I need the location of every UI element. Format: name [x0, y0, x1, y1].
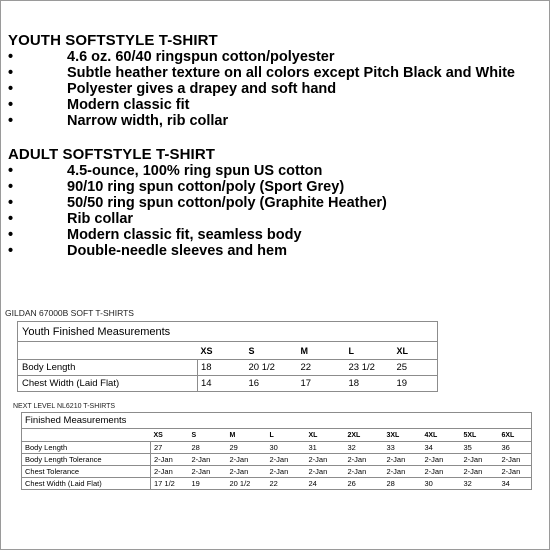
size-header: 6XL: [501, 431, 515, 439]
adult-bullet-text: Modern classic fit, seamless body: [67, 227, 302, 243]
youth-title: YOUTH SOFTSTYLE T-SHIRT: [8, 32, 218, 49]
table-cell: 23 1/2: [346, 360, 394, 376]
row-filler: [525, 454, 532, 466]
bullet-icon: •: [8, 65, 14, 81]
size-header: L: [269, 431, 274, 439]
table-cell: 2-Jan: [499, 454, 525, 466]
row-label: Body Length: [18, 360, 198, 376]
row-filler: [525, 442, 532, 454]
size-header: 4XL: [424, 431, 438, 439]
table-cell: 2-Jan: [151, 454, 189, 466]
adult-size-header-row: [22, 429, 532, 442]
adult-table-row: [22, 442, 532, 454]
table-cell: 2-Jan: [345, 466, 384, 478]
row-filler: [426, 376, 438, 392]
table-cell: 2-Jan: [227, 454, 267, 466]
youth-bullet-item: [8, 49, 548, 65]
size-header: S: [191, 431, 197, 439]
table-cell: 2-Jan: [384, 466, 422, 478]
table-cell: 30: [267, 442, 306, 454]
table-cell: 31: [306, 442, 345, 454]
adult-bullet-item: [8, 179, 548, 195]
table-cell: 18: [346, 376, 394, 392]
youth-measurements-table: [17, 321, 438, 392]
size-header: 5XL: [463, 431, 477, 439]
table-cell: 30: [422, 478, 461, 490]
adult-bullet-list: [8, 163, 548, 259]
table-cell: 32: [345, 442, 384, 454]
youth-table-row: [18, 376, 438, 392]
adult-bullet-item: [8, 195, 548, 211]
header-spacer: [22, 429, 151, 442]
table-cell: 2-Jan: [461, 466, 499, 478]
table-cell: 2-Jan: [461, 454, 499, 466]
table-cell: 27: [151, 442, 189, 454]
adult-table-title: Finished Measurements: [22, 413, 532, 429]
table-cell: 29: [227, 442, 267, 454]
adult-section: [8, 147, 548, 259]
table-cell: 35: [461, 442, 499, 454]
adult-bullet-item: [8, 163, 548, 179]
table-cell: 32: [461, 478, 499, 490]
bullet-icon: •: [8, 227, 14, 243]
table-cell: 19: [394, 376, 426, 392]
adult-bullet-text: 4.5-ounce, 100% ring spun US cotton: [67, 163, 323, 179]
row-filler: [525, 478, 532, 490]
adult-table-row: [22, 466, 532, 478]
adult-title: ADULT SOFTSTYLE T-SHIRT: [8, 146, 216, 163]
youth-table-title: Youth Finished Measurements: [18, 322, 438, 342]
size-header: M: [229, 431, 236, 439]
adult-bullet-text: 90/10 ring spun cotton/poly (Sport Grey): [67, 179, 345, 195]
table-cell: 2-Jan: [422, 466, 461, 478]
table-cell: 2-Jan: [267, 466, 306, 478]
youth-bullet-text: Narrow width, rib collar: [67, 113, 229, 129]
youth-bullet-text: Polyester gives a drapey and soft hand: [67, 81, 337, 97]
row-label: Chest Tolerance: [22, 466, 151, 478]
table-cell: 2-Jan: [345, 454, 384, 466]
table-cell: 28: [189, 442, 227, 454]
bullet-icon: •: [8, 49, 14, 65]
table-cell: 2-Jan: [422, 454, 461, 466]
bullet-icon: •: [8, 243, 14, 259]
bullet-icon: •: [8, 195, 14, 211]
row-label: Chest Width (Laid Flat): [22, 478, 151, 490]
table-cell: 2-Jan: [151, 466, 189, 478]
adult-bullet-text: 50/50 ring spun cotton/poly (Graphite Heather): [67, 195, 387, 211]
youth-bullet-text: Subtle heather texture on all colors except Pitch Black and White: [67, 65, 515, 81]
table-cell: 28: [384, 478, 422, 490]
row-filler: [426, 360, 438, 376]
youth-title-row: [18, 322, 438, 342]
row-label: Body Length: [22, 442, 151, 454]
adult-table-row: [22, 478, 532, 490]
youth-bullet-item: [8, 97, 548, 113]
size-header: 2XL: [347, 431, 361, 439]
table-cell: 2-Jan: [306, 466, 345, 478]
bullet-icon: •: [8, 163, 14, 179]
youth-table-caption: GILDAN 67000B SOFT T-SHIRTS: [5, 308, 134, 318]
row-filler: [525, 466, 532, 478]
youth-bullet-text: Modern classic fit: [67, 97, 190, 113]
adult-bullet-item: [8, 211, 548, 227]
header-spacer: [525, 429, 532, 442]
table-cell: 36: [499, 442, 525, 454]
adult-bullet-item: [8, 227, 548, 243]
bullet-icon: •: [8, 113, 14, 129]
adult-table-caption: NEXT LEVEL NL6210 T-SHIRTS: [13, 403, 116, 410]
bullet-icon: •: [8, 81, 14, 97]
table-cell: 34: [422, 442, 461, 454]
bullet-icon: •: [8, 211, 14, 227]
table-cell: 16: [246, 376, 298, 392]
size-header: 3XL: [386, 431, 400, 439]
table-cell: 26: [345, 478, 384, 490]
youth-bullet-item: [8, 65, 548, 81]
table-cell: 20 1/2: [246, 360, 298, 376]
table-cell: 19: [189, 478, 227, 490]
table-cell: 24: [306, 478, 345, 490]
youth-bullet-list: [8, 49, 548, 129]
adult-bullet-text: Double-needle sleeves and hem: [67, 243, 287, 259]
table-cell: 2-Jan: [499, 466, 525, 478]
youth-size-header-row: [18, 342, 438, 360]
table-cell: 22: [267, 478, 306, 490]
size-header: XS: [153, 431, 163, 439]
table-cell: 22: [298, 360, 346, 376]
table-cell: 18: [198, 360, 246, 376]
header-spacer: [426, 342, 438, 360]
table-cell: 2-Jan: [189, 466, 227, 478]
table-cell: 25: [394, 360, 426, 376]
adult-table-row: [22, 454, 532, 466]
table-cell: 14: [198, 376, 246, 392]
size-header: XS: [200, 345, 213, 356]
youth-bullet-text: 4.6 oz. 60/40 ringspun cotton/polyester: [67, 49, 335, 65]
bullet-icon: •: [8, 97, 14, 113]
bullet-icon: •: [8, 179, 14, 195]
table-cell: 2-Jan: [384, 454, 422, 466]
row-label: Chest Width (Laid Flat): [18, 376, 198, 392]
table-cell: 2-Jan: [227, 466, 267, 478]
youth-bullet-item: [8, 113, 548, 129]
size-header: L: [348, 345, 354, 356]
row-label: Body Length Tolerance: [22, 454, 151, 466]
adult-title-row: [22, 413, 532, 429]
table-cell: 17 1/2: [151, 478, 189, 490]
size-header: M: [300, 345, 308, 356]
table-cell: 2-Jan: [267, 454, 306, 466]
table-cell: 2-Jan: [306, 454, 345, 466]
youth-section: [8, 33, 548, 129]
size-header: S: [248, 345, 255, 356]
header-spacer: [18, 342, 198, 360]
table-cell: 2-Jan: [189, 454, 227, 466]
size-header: XL: [396, 345, 409, 356]
adult-measurements-table: [21, 412, 532, 490]
size-header: XL: [308, 431, 318, 439]
table-cell: 20 1/2: [227, 478, 267, 490]
youth-bullet-item: [8, 81, 548, 97]
table-cell: 17: [298, 376, 346, 392]
youth-table-row: [18, 360, 438, 376]
adult-bullet-item: [8, 243, 548, 259]
adult-bullet-text: Rib collar: [67, 211, 134, 227]
table-cell: 33: [384, 442, 422, 454]
table-cell: 34: [499, 478, 525, 490]
